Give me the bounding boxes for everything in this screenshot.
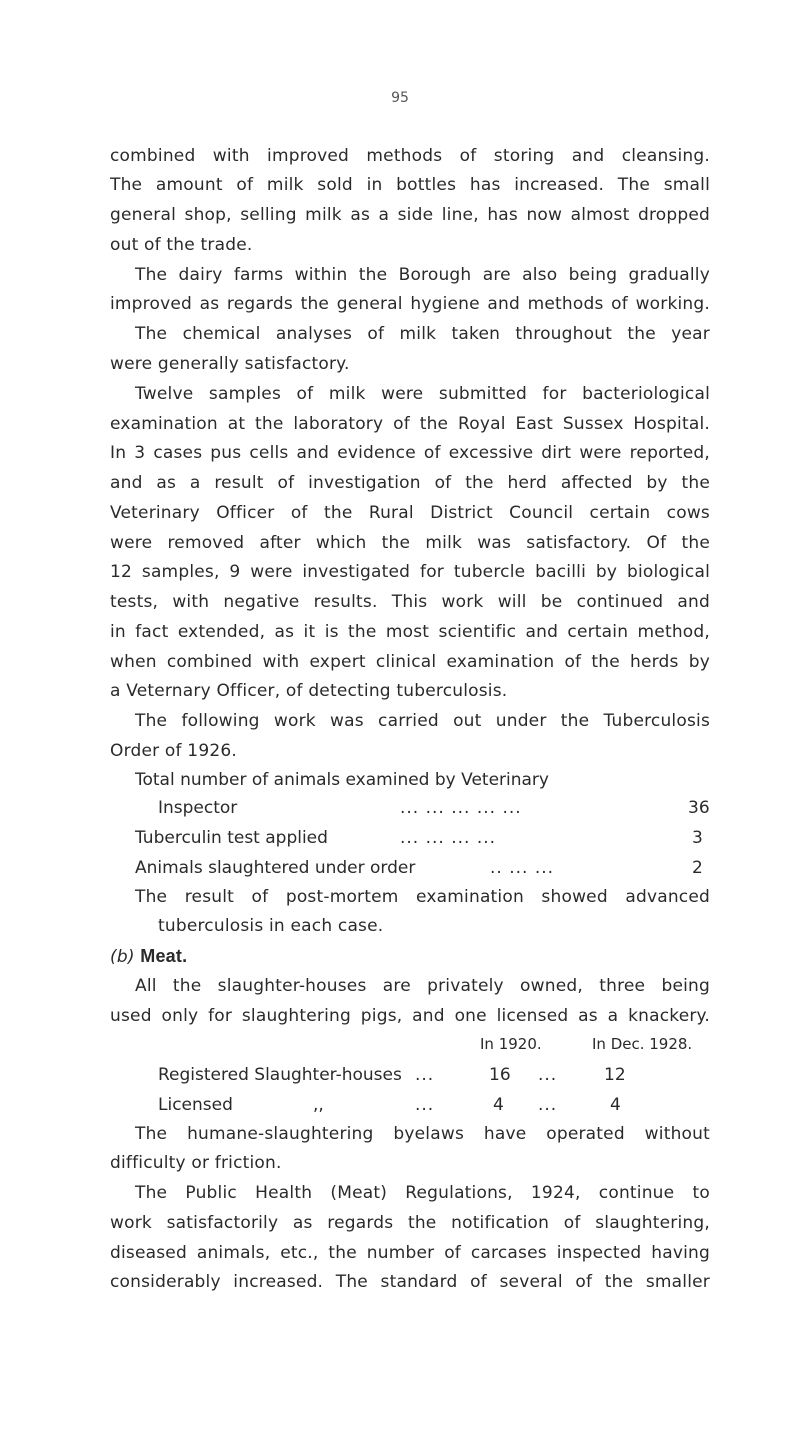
text-line: The amount of milk sold in bottles has increased. The small [110, 175, 710, 195]
text-line: out of the trade. [110, 235, 253, 255]
text-line: tests, with negative results. This work will be continued and [110, 592, 710, 612]
row-dots: ... [415, 1095, 435, 1115]
row-dots: ... [538, 1095, 558, 1115]
tb-row2-value: 3 [692, 828, 703, 848]
tb-row2-dots: ... ... ... ... [400, 828, 497, 848]
text-line: general shop, selling milk as a side line, has now almost dropped [110, 205, 710, 225]
ditto-mark: ,, [313, 1095, 324, 1115]
text-line: The dairy farms within the Borough are also being gradually [135, 265, 710, 285]
section-title: Meat. [140, 946, 188, 966]
page-number: 95 [391, 90, 409, 106]
text-line: a Veternary Officer, of detecting tuberculosis. [110, 681, 508, 701]
text-line: used only for slaughtering pigs, and one licensed as a knackery. [110, 1006, 710, 1026]
text-line: diseased animals, etc., the number of carcases inspected having [110, 1243, 710, 1263]
text-line: Veterinary Officer of the Rural District Council certain cows [110, 503, 710, 523]
row-dots: ... [415, 1065, 435, 1085]
tb-row3-label: Animals slaughtered under order [135, 858, 416, 878]
text-line: work satisfactorily as regards the notification of slaughtering, [110, 1213, 710, 1233]
text-line: All the slaughter-houses are privately owned, three being [135, 976, 710, 996]
col-header-1928: In Dec. 1928. [592, 1035, 693, 1053]
value-registered-1920: 16 [489, 1065, 511, 1085]
tb-row1-label-cont: Inspector [158, 798, 238, 818]
text-line: tuberculosis in each case. [158, 916, 384, 936]
row-label-licensed: Licensed [158, 1095, 233, 1115]
text-line: The result of post-mortem examination showed advanced [135, 887, 710, 907]
text-line: combined with improved methods of storing and cleansing. [110, 146, 710, 166]
tb-row1-value: 36 [688, 798, 710, 818]
text-line: considerably increased. The standard of several of the smaller [110, 1272, 710, 1292]
section-heading [110, 945, 710, 968]
value-licensed-1920: 4 [493, 1095, 504, 1115]
text-line: The humane-slaughtering byelaws have operated without [135, 1124, 710, 1144]
text-line: were removed after which the milk was satisfactory. Of the [110, 533, 710, 553]
section-marker: (b) [110, 947, 135, 967]
text-line: The Public Health (Meat) Regulations, 1924, continue to [135, 1183, 710, 1203]
col-header-1920: In 1920. [480, 1035, 542, 1053]
text-line: Twelve samples of milk were submitted for bacteriological [135, 384, 710, 404]
value-licensed-1928: 4 [610, 1095, 621, 1115]
text-line: improved as regards the general hygiene and methods of working. [110, 294, 710, 314]
text-line: and as a result of investigation of the herd affected by the [110, 473, 710, 493]
text-line: were generally satisfactory. [110, 354, 350, 374]
value-registered-1928: 12 [604, 1065, 626, 1085]
text-line: In 3 cases pus cells and evidence of excessive dirt were reported, [110, 443, 710, 463]
row-dots: ... [538, 1065, 558, 1085]
text-line: 12 samples, 9 were investigated for tubercle bacilli by biological [110, 562, 710, 582]
tb-row2-label: Tuberculin test applied [135, 828, 328, 848]
text-line: examination at the laboratory of the Royal East Sussex Hospital. [110, 414, 710, 434]
text-line: Order of 1926. [110, 741, 237, 761]
tb-row1-label: Total number of animals examined by Veterinary [135, 770, 549, 790]
text-line: when combined with expert clinical examination of the herds by [110, 652, 710, 672]
text-line: in fact extended, as it is the most scientific and certain method, [110, 622, 710, 642]
tb-row3-dots: .. ... ... [490, 858, 555, 878]
tb-row1-dots: ... ... ... ... ... [400, 798, 522, 818]
text-line: The following work was carried out under the Tuberculosis [135, 711, 710, 731]
text-line: difficulty or friction. [110, 1153, 282, 1173]
text-line: The chemical analyses of milk taken throughout the year [135, 324, 710, 344]
row-label-registered: Registered Slaughter-houses [158, 1065, 402, 1085]
tb-row3-value: 2 [692, 858, 703, 878]
